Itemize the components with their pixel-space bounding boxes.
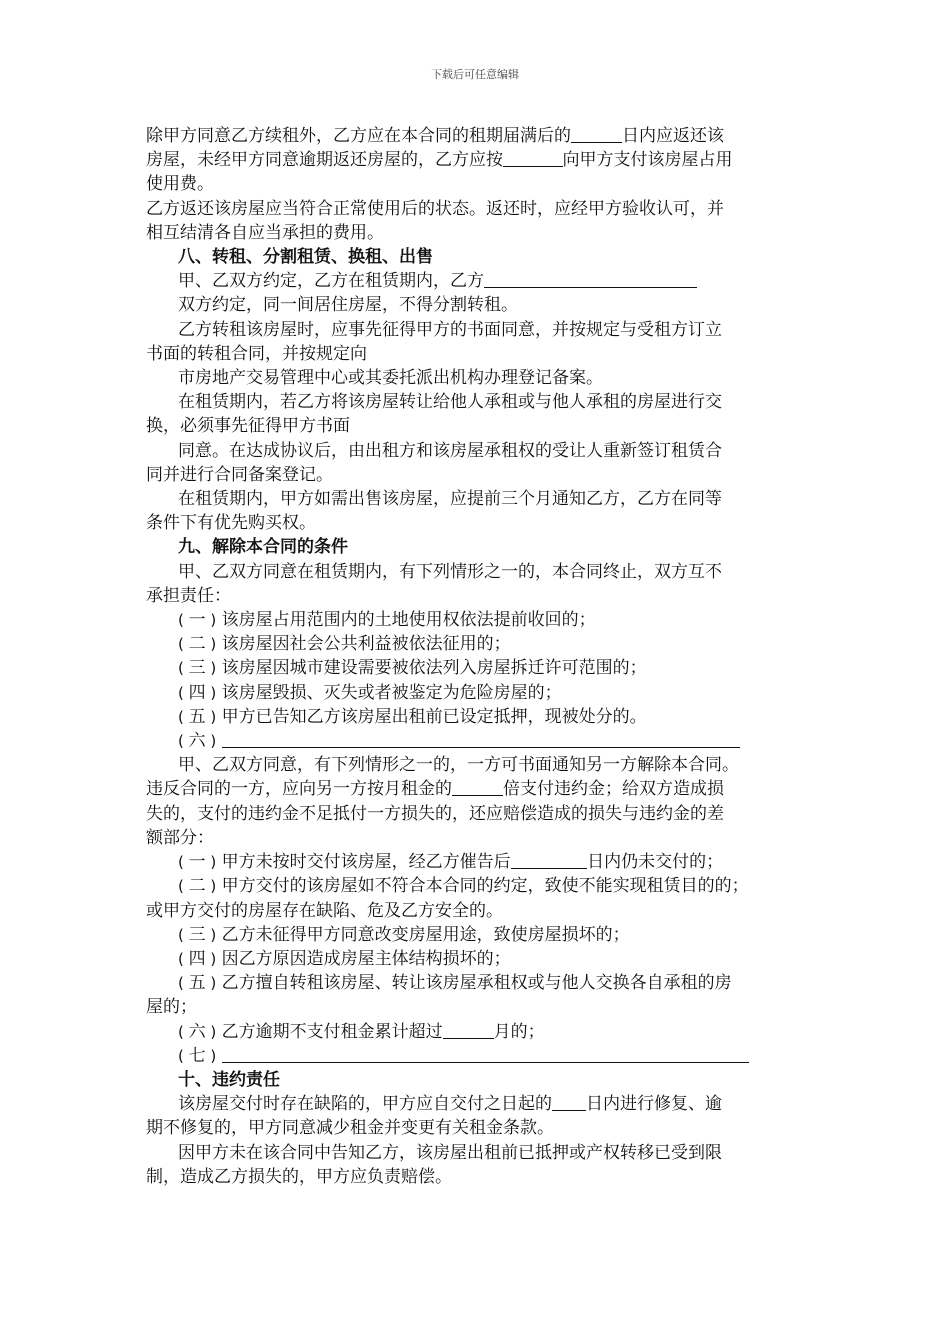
text-line: ( 四 ) 该房屋毁损、灭失或者被鉴定为危险房屋的；	[178, 682, 562, 703]
text-line: 使用费。	[146, 174, 214, 195]
list-marker: ( 三 )	[178, 658, 217, 679]
text-line: 同意。在达成协议后，由出租方和该房屋承租权的受让人重新签订租赁合	[178, 440, 722, 461]
text-line: ( 三 ) 该房屋因城市建设需要被依法列入房屋拆迁许可范围的；	[178, 658, 647, 679]
text-line	[146, 1044, 806, 1068]
text-line: ( 一 ) 该房屋占用范围内的土地使用权依法提前收回的；	[178, 610, 596, 631]
text-line: 相互结清各自应当承担的费用。	[146, 222, 384, 243]
text-line: 制，造成乙方损失的，甲方应负责赔偿。	[146, 1166, 452, 1187]
fill-in-blank	[571, 125, 622, 143]
fill-in-blank	[443, 1021, 494, 1039]
text-line: ( 一 ) 甲方未按时交付该房屋，经乙方催告后 日内仍未交付的；	[178, 852, 724, 873]
page-header: 下载后可任意编辑	[431, 68, 519, 81]
text-line: 换，必须事先征得甲方书面	[146, 416, 350, 437]
fill-in-blank	[452, 778, 503, 796]
list-marker: ( 二 )	[178, 634, 217, 655]
text-line: ( 五 ) 甲方已告知乙方该房屋出租前已设定抵押，现被处分的。	[178, 706, 647, 727]
text-line: 违反合同的一方，应向另一方按月租金的 倍支付违约金；给双方造成损	[146, 779, 724, 800]
text-line: 该房屋交付时存在缺陷的，甲方应自交付之日起的 日内进行修复、逾	[178, 1094, 722, 1115]
text-line: ( 二 ) 该房屋因社会公共利益被依法征用的；	[178, 634, 511, 655]
text-line: 书面的转租合同，并按规定向	[146, 343, 367, 364]
list-marker: ( 四 )	[178, 682, 217, 703]
text-line: 市房地产交易管理中心或其委托派出机构办理登记备案。	[178, 368, 603, 389]
list-marker: ( 七 )	[178, 1045, 217, 1066]
text-line: 额部分：	[146, 827, 214, 848]
fill-in-blank	[222, 730, 741, 748]
text-line: 在租赁期内，若乙方将该房屋转让给他人承租或与他人承租的房屋进行交	[178, 392, 722, 413]
list-marker: ( 五 )	[178, 706, 217, 727]
text-line: 甲、乙双方同意，有下列情形之一的，一方可书面通知另一方解除本合同。	[178, 755, 739, 776]
text-line: ( 五 ) 乙方擅自转租该房屋、转让该房屋承租权或与他人交换各自承租的房	[178, 973, 732, 994]
list-marker: ( 五 )	[178, 973, 217, 994]
section-heading: 八、转租、分割租赁、换租、出售	[178, 247, 433, 268]
fill-in-blank	[222, 1045, 749, 1063]
text-line: 屋的；	[146, 997, 197, 1018]
text-line: 双方约定，同一间居住房屋，不得分割转租。	[178, 295, 518, 316]
section-heading: 十、违约责任	[178, 1069, 280, 1090]
text-line: 或甲方交付的房屋存在缺陷、危及乙方安全的。	[146, 900, 503, 921]
fill-in-blank	[552, 1093, 586, 1111]
text-line: 失的，支付的违约金不足抵付一方损失的，还应赔偿造成的损失与违约金的差	[146, 803, 724, 824]
fill-in-blank	[484, 270, 697, 288]
text-line: 在租赁期内，甲方如需出售该房屋，应提前三个月通知乙方，乙方在同等	[178, 489, 722, 510]
list-marker: ( 六 )	[178, 731, 217, 752]
text-line: 因甲方未在该合同中告知乙方，该房屋出租前已抵押或产权转移已受到限	[178, 1142, 722, 1163]
text-line: 甲、乙双方约定，乙方在租赁期内，乙方	[146, 269, 806, 293]
text-line: ( 二 ) 甲方交付的该房屋如不符合本合同的约定，致使不能实现租赁目的的；	[178, 876, 749, 897]
text-line: ( 四 ) 因乙方原因造成房屋主体结构损坏的；	[178, 948, 511, 969]
text-line: 房屋，未经甲方同意逾期返还房屋的，乙方应按 向甲方支付该房屋占用	[146, 150, 733, 171]
list-marker: ( 四 )	[178, 948, 217, 969]
document-body	[146, 124, 806, 1189]
text-line: 期不修复的，甲方同意减少租金并变更有关租金条款。	[146, 1118, 554, 1139]
fill-in-blank	[503, 149, 563, 167]
fill-in-blank	[511, 851, 588, 869]
list-marker: ( 二 )	[178, 876, 217, 897]
text-line: 承担责任：	[146, 585, 231, 606]
list-marker: ( 一 )	[178, 610, 217, 631]
list-marker: ( 三 )	[178, 924, 217, 945]
text-line: ( 三 ) 乙方未征得甲方同意改变房屋用途，致使房屋损坏的；	[178, 924, 630, 945]
text-line: 除甲方同意乙方续租外，乙方应在本合同的租期届满后的 日内应返还该	[146, 126, 724, 146]
text-line: 乙方返还该房屋应当符合正常使用后的状态。返还时，应经甲方验收认可，并	[146, 198, 724, 219]
section-heading: 九、解除本合同的条件	[178, 537, 348, 558]
text-line: 甲、乙双方同意在租赁期内，有下列情形之一的，本合同终止，双方互不	[178, 561, 722, 582]
list-marker: ( 六 )	[178, 1021, 217, 1042]
text-line: ( 六 ) 乙方逾期不支付租金累计超过 月的；	[178, 1021, 545, 1042]
list-marker: ( 一 )	[178, 852, 217, 873]
text-line: 乙方转租该房屋时，应事先征得甲方的书面同意，并按规定与受租方订立	[178, 319, 722, 340]
text-line: 同并进行合同备案登记。	[146, 464, 333, 485]
text-line	[146, 729, 806, 753]
text-line: 条件下有优先购买权。	[146, 513, 316, 534]
